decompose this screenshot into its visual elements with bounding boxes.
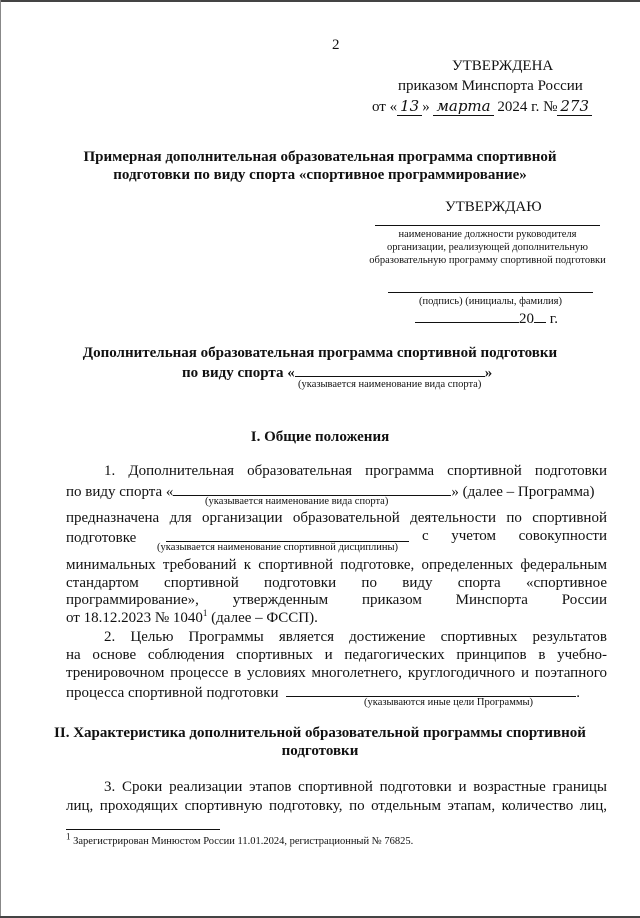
footnote-marker: 1 bbox=[66, 831, 71, 842]
date-blank bbox=[415, 308, 519, 323]
p1-line7: программирование», утвержденным приказом Минспорта России bbox=[66, 592, 607, 608]
p1-line2-suffix: » (далее – Программа) bbox=[451, 484, 595, 500]
program-title-caption: (указывается наименование вида спорта) bbox=[298, 379, 482, 390]
position-caption-line1: наименование должности руководителя bbox=[398, 229, 577, 240]
approved-label: УТВЕРЖДЕНА bbox=[452, 58, 554, 74]
page-border-top bbox=[0, 0, 640, 2]
order-year-text: 2024 г. № bbox=[497, 99, 558, 115]
p3-line1: 3. Сроки реализации этапов спортивной подготовки и возрастные границы bbox=[104, 779, 607, 795]
p2-line1: 2. Целью Программы является достижение спортивных результатов bbox=[104, 629, 607, 645]
document-title-line2: подготовки по виду спорта «спортивное программирование» bbox=[113, 167, 527, 183]
signature-caption: (подпись) (инициалы, фамилия) bbox=[418, 296, 563, 307]
order-line: приказом Минспорта России bbox=[398, 78, 583, 94]
document-title-line1: Примерная дополнительная образовательная программа спортивной bbox=[83, 149, 557, 165]
position-caption-line2: организации, реализующей дополнительную bbox=[386, 242, 589, 253]
sport-name-blank bbox=[295, 362, 485, 377]
p1-line4-prefix: подготовке bbox=[66, 530, 137, 546]
signature-line bbox=[388, 292, 593, 293]
footnote-text: Зарегистрирован Минюстом России 11.01.2024, регистрационный № 76825. bbox=[70, 836, 414, 847]
p1-caption-discipline: (указывается наименование спортивной дисциплины) bbox=[157, 542, 399, 553]
p1-caption-sport: (указывается наименование вида спорта) bbox=[205, 496, 389, 507]
position-signature-line bbox=[375, 225, 600, 226]
approve-label: УТВЕРЖДАЮ bbox=[445, 199, 542, 215]
p1-line5: минимальных требований к спортивной подготовке, определенных федеральным bbox=[66, 557, 607, 573]
p2-line4-suffix: . bbox=[576, 685, 581, 701]
p1-line8 bbox=[66, 609, 318, 627]
p2-line2: на основе соблюдения спортивных и педагогических принципов в учебно- bbox=[66, 647, 607, 663]
order-day-handwritten: 13 bbox=[397, 97, 422, 116]
year-suffix: г. bbox=[549, 311, 558, 327]
p1-line6: стандартом спортивной подготовки по виду спорта «спортивное bbox=[66, 575, 607, 591]
program-title-prefix: по виду спорта « bbox=[182, 365, 295, 381]
page-number: 2 bbox=[332, 37, 340, 53]
footnote-ref: 1 bbox=[202, 608, 208, 618]
section1-heading: I. Общие положения bbox=[250, 429, 390, 445]
p2-goals-blank bbox=[286, 682, 576, 697]
p1-line4-suffix: с учетом совокупности bbox=[422, 528, 607, 544]
order-number-handwritten: 273 bbox=[557, 97, 592, 116]
approve-date-line bbox=[415, 308, 558, 328]
program-title-line1: Дополнительная образовательная программа спортивной подготовки bbox=[82, 345, 558, 361]
footnote-separator bbox=[66, 829, 220, 830]
p1-line1: 1. Дополнительная образовательная программа спортивной подготовки bbox=[104, 463, 607, 479]
p3-line2: лиц, проходящих спортивную подготовку, по отдельным этапам, количество лиц, bbox=[66, 798, 607, 814]
program-title-suffix: » bbox=[484, 365, 493, 381]
order-date-line bbox=[372, 97, 592, 116]
p1-sport-blank bbox=[173, 481, 451, 496]
p1-line8-suffix: (далее – ФССП). bbox=[207, 610, 318, 626]
section2-heading-line2: подготовки bbox=[281, 743, 359, 759]
footnote bbox=[66, 831, 414, 848]
date-prefix: от « bbox=[372, 99, 398, 115]
year-blank bbox=[534, 308, 546, 323]
year-prefix: 20 bbox=[519, 311, 534, 327]
p1-line3: предназначена для организации образовательной деятельности по спортивной bbox=[66, 510, 607, 526]
position-caption-line3: образовательную программу спортивной подготовки bbox=[369, 255, 606, 266]
p1-discipline-blank bbox=[166, 527, 409, 542]
date-mid: » bbox=[422, 99, 430, 115]
p2-caption-goals: (указываются иные цели Программы) bbox=[364, 697, 534, 708]
page-border-left bbox=[0, 0, 1, 918]
section2-heading-line1: II. Характеристика дополнительной образовательной программы спортивной bbox=[54, 725, 586, 741]
p1-line8-prefix: от 18.12.2023 № 1040 bbox=[66, 610, 203, 626]
p1-line2-prefix: по виду спорта « bbox=[66, 484, 174, 500]
p2-line4-prefix: процесса спортивной подготовки bbox=[66, 685, 279, 701]
order-month-handwritten: марта bbox=[433, 97, 493, 116]
p2-line3: тренировочном процессе в условиях многолетнего, круглогодичного и поэтапного bbox=[66, 665, 607, 681]
